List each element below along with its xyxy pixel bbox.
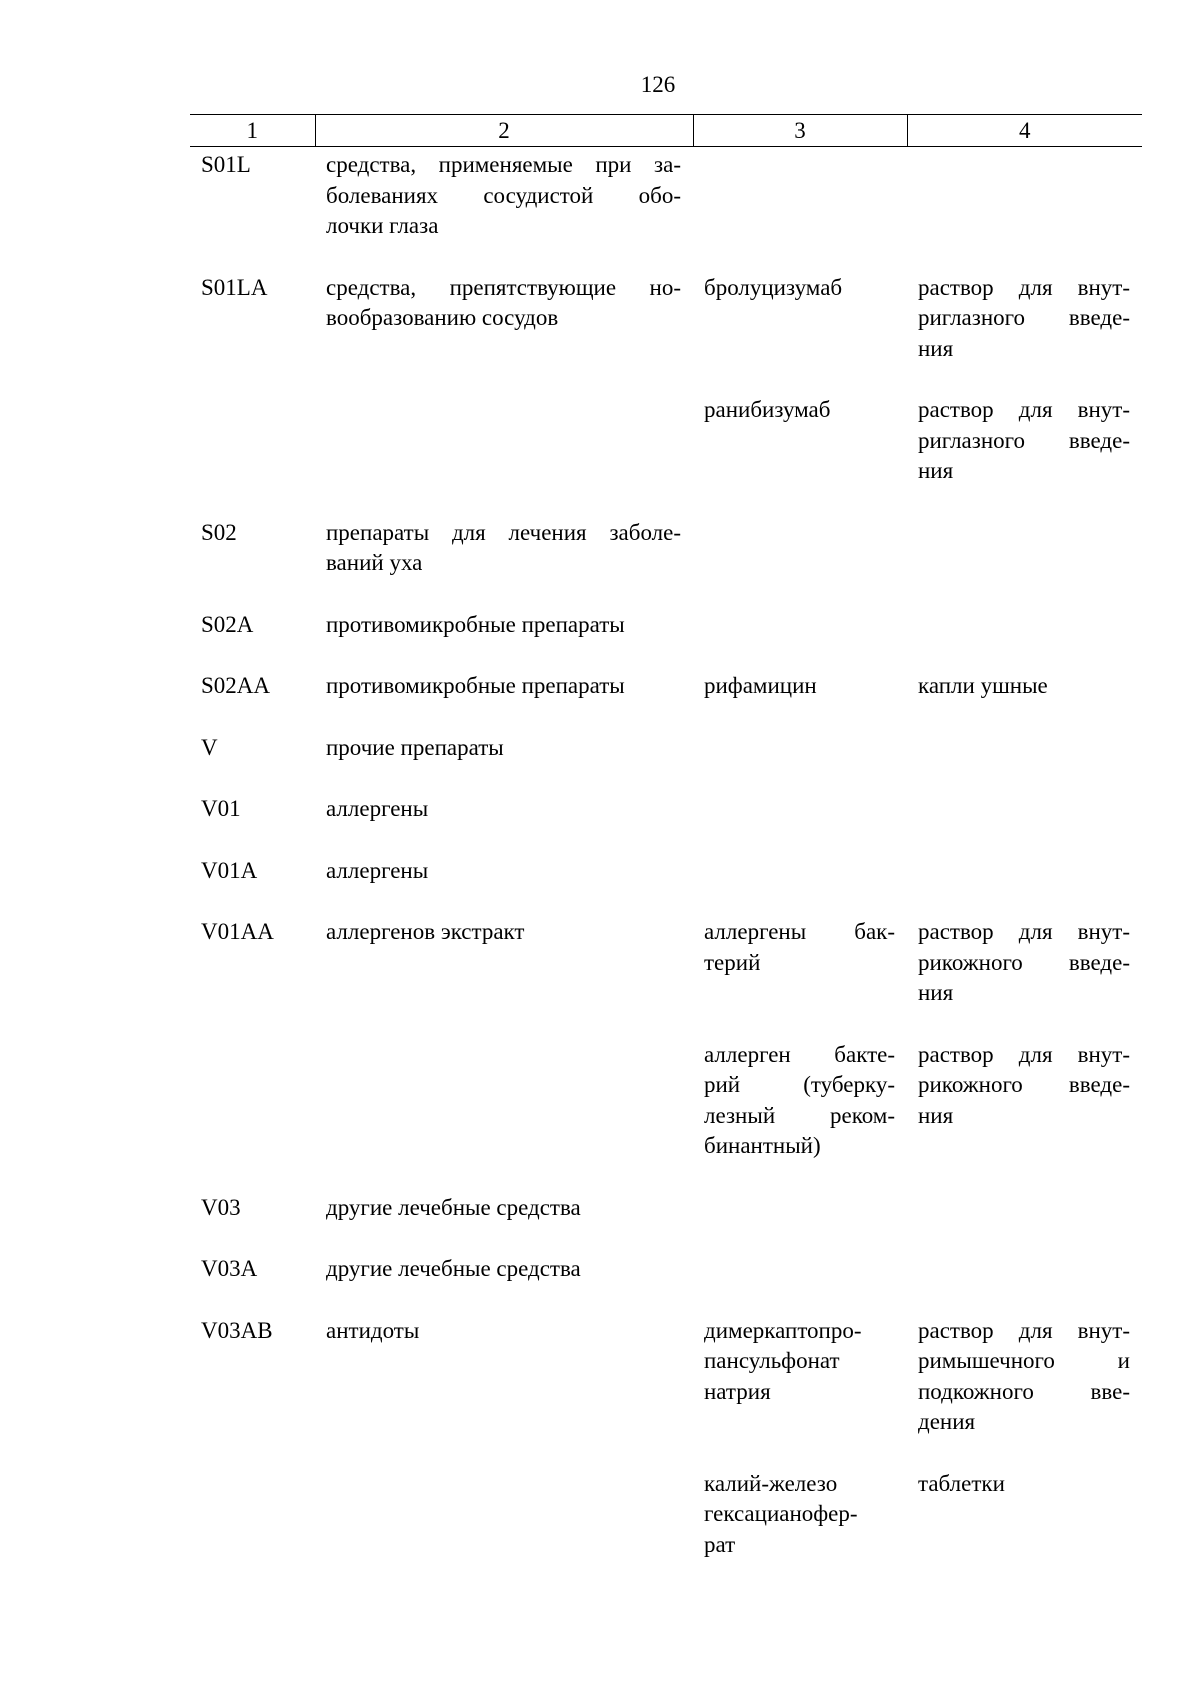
table-header [190,115,1142,147]
atc-code-cell: V03A [201,1256,258,1281]
group-name-line: аллергены [326,857,429,883]
group-name-cell [315,607,693,669]
column-header-1: 1 [190,115,315,147]
table-row [190,270,1142,393]
drug-name-cell [693,1313,907,1466]
dosage-form-line: риглазного введе- [918,427,1130,453]
dosage-form-line: подкожного вве- [918,1378,1130,1404]
group-name-line: аллергенов экстракт [326,919,525,944]
atc-code-cell: V03 [201,1194,241,1220]
dosage-form-cell [907,730,1142,792]
group-name-line: прочие препараты [326,734,504,760]
atc-code-cell: V [201,734,218,760]
table-row [190,1466,1142,1589]
dosage-form-cell [907,147,1142,270]
group-name-cell [315,1466,693,1589]
dosage-form-line: раствор для внут- [918,919,1130,944]
column-header-2: 2 [315,115,693,147]
group-name-cell [315,853,693,915]
page-number: 126 [640,72,676,97]
group-name-cell [315,392,693,515]
atc-code-cell [190,392,315,515]
column-header-4: 4 [907,115,1142,147]
drug-name-line: лезный реком- [704,1102,895,1128]
table-row [190,730,1142,792]
group-name-cell [315,270,693,393]
dosage-form-line: раствор для внут- [918,397,1130,422]
dosage-form-cell [907,853,1142,915]
drug-name-cell [693,1190,907,1252]
dosage-form-line: ния [918,335,954,361]
group-name-line: ваний уха [326,550,423,575]
atc-code-cell: S02A [201,611,254,637]
drug-name-line: аллерген бакте- [704,1041,895,1067]
dosage-form-cell [907,1190,1142,1252]
drug-name-line: аллергены бак- [704,919,895,944]
dosage-form-line: рикожного введе- [918,1072,1130,1097]
group-name-line: средства, применяемые при за- [326,152,681,177]
atc-code-cell: S01L [201,152,251,177]
group-name-cell [315,1251,693,1313]
dosage-form-line: раствор для внут- [918,1041,1130,1067]
group-name-cell [315,1313,693,1466]
dosage-form-cell [907,668,1142,730]
group-name-line: другие лечебные средства [326,1256,581,1281]
group-name-line: противомикробные препараты [326,611,625,637]
atc-code-cell: V03AB [201,1317,273,1343]
group-name-line: антидоты [326,1317,420,1343]
drug-name-line: бинантный) [704,1133,821,1158]
group-name-line: препараты для лечения заболе- [326,519,681,545]
dosage-form-cell [907,392,1142,515]
group-name-line: лочки глаза [326,213,439,238]
drug-name-cell [693,607,907,669]
drug-classification-table [190,114,1142,1588]
group-name-line: другие лечебные средства [326,1194,581,1220]
dosage-form-line: раствор для внут- [918,1317,1130,1343]
dosage-form-line: раствор для внут- [918,274,1130,300]
group-name-line: средства, препятствующие но- [326,274,681,300]
dosage-form-line: таблетки [918,1470,1005,1496]
atc-code-cell: V01A [201,857,258,883]
atc-code-cell: S02 [201,519,237,545]
dosage-form-cell [907,1466,1142,1589]
group-name-line: аллергены [326,796,429,821]
drug-name-cell [693,668,907,730]
dosage-form-line: ния [918,458,954,483]
table-body [190,147,1142,1589]
atc-code-cell: V01 [201,796,241,821]
group-name-cell [315,791,693,853]
table-row [190,1190,1142,1252]
drug-name-cell [693,515,907,607]
drug-name-cell [693,791,907,853]
drug-name-cell [693,853,907,915]
table-row [190,791,1142,853]
table-header-row [190,115,1142,147]
group-name-cell [315,1190,693,1252]
dosage-form-line: дения [918,1409,976,1434]
drug-name-line: гексацианофер- [704,1501,858,1526]
drug-name-line: димеркаптопро- [704,1317,862,1343]
group-name-cell [315,147,693,270]
table-row [190,914,1142,1037]
dosage-form-cell [907,791,1142,853]
atc-code-cell: V01AA [201,919,274,944]
table-row [190,392,1142,515]
group-name-cell [315,515,693,607]
drug-name-cell [693,914,907,1037]
drug-name-line: рат [704,1531,736,1557]
dosage-form-cell [907,1313,1142,1466]
group-name-line: вообразованию сосудов [326,305,559,330]
column-header-3: 3 [693,115,907,147]
drug-name-line: рий (туберку- [704,1072,895,1097]
table-row [190,147,1142,270]
drug-name-line: бролуцизумаб [704,274,843,300]
atc-code-cell [190,1466,315,1589]
dosage-form-line: ния [918,980,954,1005]
dosage-form-cell [907,1037,1142,1190]
atc-code-cell: S02AA [201,673,271,698]
dosage-form-line: риглазного введе- [918,305,1130,330]
dosage-form-cell [907,515,1142,607]
drug-name-line: рифамицин [704,673,817,698]
dosage-form-line: капли ушные [918,673,1048,698]
dosage-form-cell [907,914,1142,1037]
drug-name-line: натрия [704,1378,771,1404]
table-row [190,853,1142,915]
drug-name-cell [693,270,907,393]
group-name-line: противомикробные препараты [326,673,625,698]
dosage-form-line: ния [918,1102,954,1128]
table-row [190,1313,1142,1466]
dosage-form-cell [907,270,1142,393]
drug-name-cell [693,147,907,270]
group-name-cell [315,668,693,730]
table-row [190,1037,1142,1190]
group-name-line: болеваниях сосудистой обо- [326,182,681,208]
drug-name-cell [693,730,907,792]
dosage-form-line: римышечного и [918,1348,1130,1373]
table-row [190,668,1142,730]
drug-name-line: пансульфонат [704,1348,840,1373]
dosage-form-cell [907,1251,1142,1313]
atc-code-cell [190,1037,315,1190]
drug-name-cell [693,392,907,515]
table-row [190,515,1142,607]
drug-name-line: ранибизумаб [704,397,831,422]
dosage-form-line: рикожного введе- [918,949,1130,975]
drug-name-line: терий [704,949,761,975]
dosage-form-cell [907,607,1142,669]
table-row [190,607,1142,669]
group-name-cell [315,914,693,1037]
drug-name-cell [693,1251,907,1313]
drug-name-cell [693,1466,907,1589]
drug-name-cell [693,1037,907,1190]
table-row [190,1251,1142,1313]
group-name-cell [315,1037,693,1190]
drug-name-line: калий-железо [704,1470,838,1496]
atc-code-cell: S01LA [201,274,268,300]
group-name-cell [315,730,693,792]
